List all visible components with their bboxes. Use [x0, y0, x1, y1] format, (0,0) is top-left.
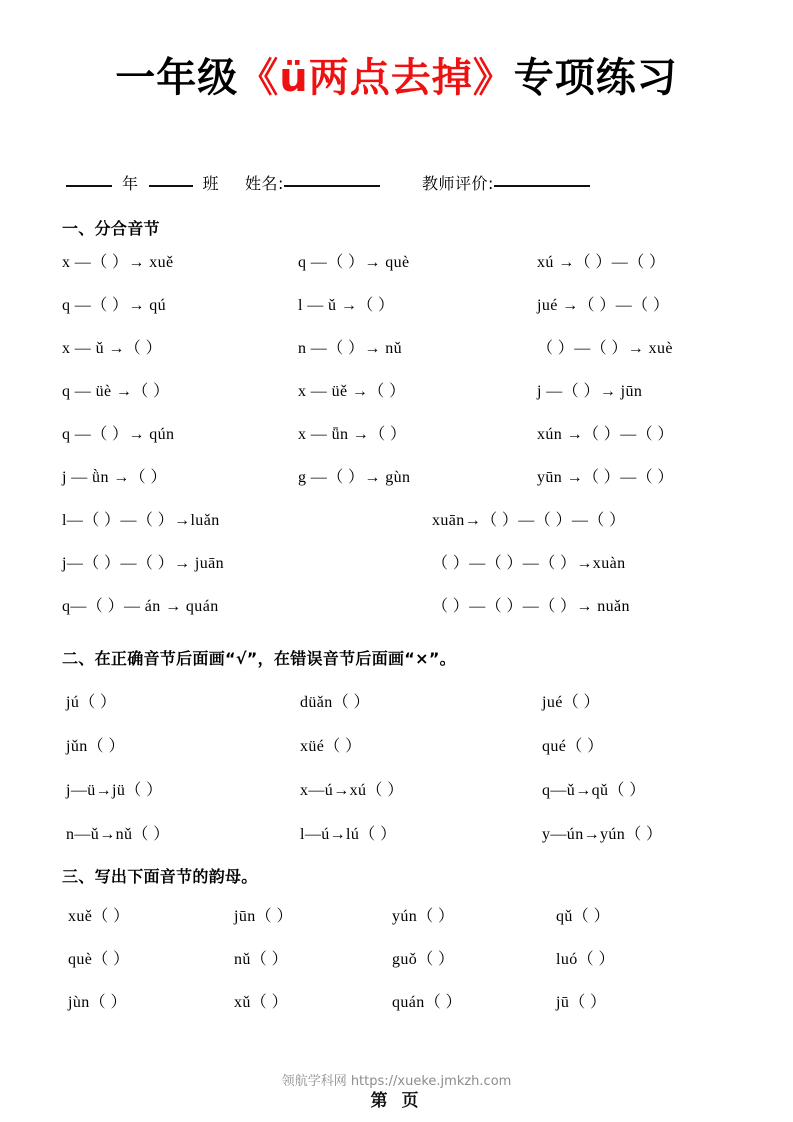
- teacher-eval-blank[interactable]: [494, 185, 590, 187]
- year-blank[interactable]: [66, 185, 112, 187]
- exercise-item[interactable]: j—（ ）—（ ）→ juān: [62, 555, 224, 572]
- exercise-item[interactable]: xuě（ ）: [68, 908, 130, 925]
- section-1-rows: [62, 252, 752, 639]
- exercise-item[interactable]: düǎn（ ）: [300, 694, 370, 711]
- exercise-item[interactable]: （ ）—（ ）→ xuè: [537, 340, 673, 357]
- exercise-item[interactable]: j — ǜn →（ ）: [62, 469, 167, 486]
- exercise-row: [62, 295, 752, 338]
- exercise-row: [62, 596, 752, 639]
- title-prefix: 一年级: [115, 55, 239, 101]
- exercise-item[interactable]: jūn（ ）: [234, 908, 293, 925]
- exercise-row: [62, 553, 752, 596]
- section-3-rows: [62, 906, 752, 1035]
- exercise-item[interactable]: qué（ ）: [542, 738, 604, 755]
- class-blank[interactable]: [149, 185, 193, 187]
- exercise-item[interactable]: xǔ（ ）: [234, 994, 289, 1011]
- teacher-eval-label: 教师评价:: [421, 174, 494, 193]
- section-2-rows: [62, 692, 752, 868]
- exercise-item[interactable]: l — ǔ →（ ）: [298, 297, 395, 314]
- exercise-row: [62, 736, 752, 780]
- exercise-item[interactable]: xú →（ ）—（ ）: [537, 254, 666, 271]
- exercise-item[interactable]: q—（ ）— án → quán: [62, 598, 219, 615]
- title-highlight: 《ü两点去掉》: [238, 55, 514, 101]
- exercise-item[interactable]: nǔ（ ）: [234, 951, 289, 968]
- page-title: [0, 52, 793, 104]
- exercise-row: [62, 780, 752, 824]
- exercise-item[interactable]: y—ún→yún（ ）: [542, 826, 663, 843]
- year-label: 年: [122, 174, 139, 193]
- exercise-item[interactable]: x — ǔ →（ ）: [62, 340, 162, 357]
- exercise-item[interactable]: g —（ ）→ gùn: [298, 469, 411, 486]
- exercise-item[interactable]: x — üě →（ ）: [298, 383, 406, 400]
- exercise-item[interactable]: jǔn（ ）: [66, 738, 125, 755]
- exercise-item[interactable]: xüé（ ）: [300, 738, 362, 755]
- exercise-item[interactable]: n—ǔ→nǔ（ ）: [66, 826, 170, 843]
- site-watermark: 领航学科网 https://xueke.jmkzh.com: [281, 1074, 512, 1089]
- exercise-item[interactable]: q —（ ）→ qún: [62, 426, 175, 443]
- page-number-marker: 第 页: [370, 1091, 423, 1111]
- exercise-item[interactable]: q—ǔ→qǔ（ ）: [542, 782, 646, 799]
- exercise-item[interactable]: luó（ ）: [556, 951, 615, 968]
- exercise-item[interactable]: jú（ ）: [66, 694, 117, 711]
- exercise-item[interactable]: q —（ ）→ qú: [62, 297, 166, 314]
- exercise-row: [62, 467, 752, 510]
- exercise-item[interactable]: xún →（ ）—（ ）: [537, 426, 674, 443]
- exercise-item[interactable]: j—ü→jü（ ）: [66, 782, 163, 799]
- exercise-row: [62, 692, 752, 736]
- exercise-row: [62, 424, 752, 467]
- exercise-item[interactable]: l—ú→lú（ ）: [300, 826, 397, 843]
- exercise-item[interactable]: jū（ ）: [556, 994, 607, 1011]
- section-2-heading: 二、在正确音节后面画“√”，在错误音节后面画“×”。: [62, 649, 456, 668]
- name-label: 姓名:: [245, 174, 284, 193]
- exercise-item[interactable]: què（ ）: [68, 951, 130, 968]
- exercise-row: [62, 381, 752, 424]
- exercise-item[interactable]: n —（ ）→ nǔ: [298, 340, 402, 357]
- exercise-item[interactable]: q —（ ）→ què: [298, 254, 410, 271]
- section-3-heading: 三、写出下面音节的韵母。: [62, 867, 258, 886]
- exercise-row: [62, 338, 752, 381]
- title-suffix: 专项练习: [513, 55, 678, 101]
- exercise-item[interactable]: guǒ（ ）: [392, 951, 455, 968]
- exercise-item[interactable]: jué（ ）: [542, 694, 600, 711]
- exercise-item[interactable]: x — ǖn →（ ）: [298, 426, 407, 443]
- exercise-item[interactable]: yún（ ）: [392, 908, 455, 925]
- exercise-row: [62, 252, 752, 295]
- name-blank[interactable]: [284, 185, 380, 187]
- exercise-row: [62, 949, 752, 992]
- exercise-row: [62, 510, 752, 553]
- class-label: 班: [202, 174, 220, 193]
- exercise-item[interactable]: j —（ ）→ jūn: [537, 383, 643, 400]
- exercise-item[interactable]: jùn（ ）: [68, 994, 127, 1011]
- exercise-item[interactable]: x —（ ）→ xuě: [62, 254, 174, 271]
- exercise-item[interactable]: （ ）—（ ）—（ ）→xuàn: [432, 555, 626, 572]
- exercise-row: [62, 824, 752, 868]
- exercise-item[interactable]: x—ú→xú（ ）: [300, 782, 404, 799]
- section-1-heading: 一、分合音节: [62, 219, 160, 238]
- exercise-item[interactable]: quán（ ）: [392, 994, 462, 1011]
- exercise-row: [62, 906, 752, 949]
- exercise-item[interactable]: qǔ（ ）: [556, 908, 611, 925]
- exercise-item[interactable]: q — üè →（ ）: [62, 383, 170, 400]
- exercise-row: [62, 992, 752, 1035]
- exercise-item[interactable]: l—（ ）—（ ）→luǎn: [62, 512, 220, 529]
- exercise-item[interactable]: jué →（ ）—（ ）: [537, 297, 670, 314]
- student-info-line: [66, 172, 726, 196]
- exercise-item[interactable]: （ ）—（ ）—（ ）→ nuǎn: [432, 598, 630, 615]
- exercise-item[interactable]: yūn →（ ）—（ ）: [537, 469, 674, 486]
- exercise-item[interactable]: xuān→（ ）—（ ）—（ ）: [432, 512, 626, 529]
